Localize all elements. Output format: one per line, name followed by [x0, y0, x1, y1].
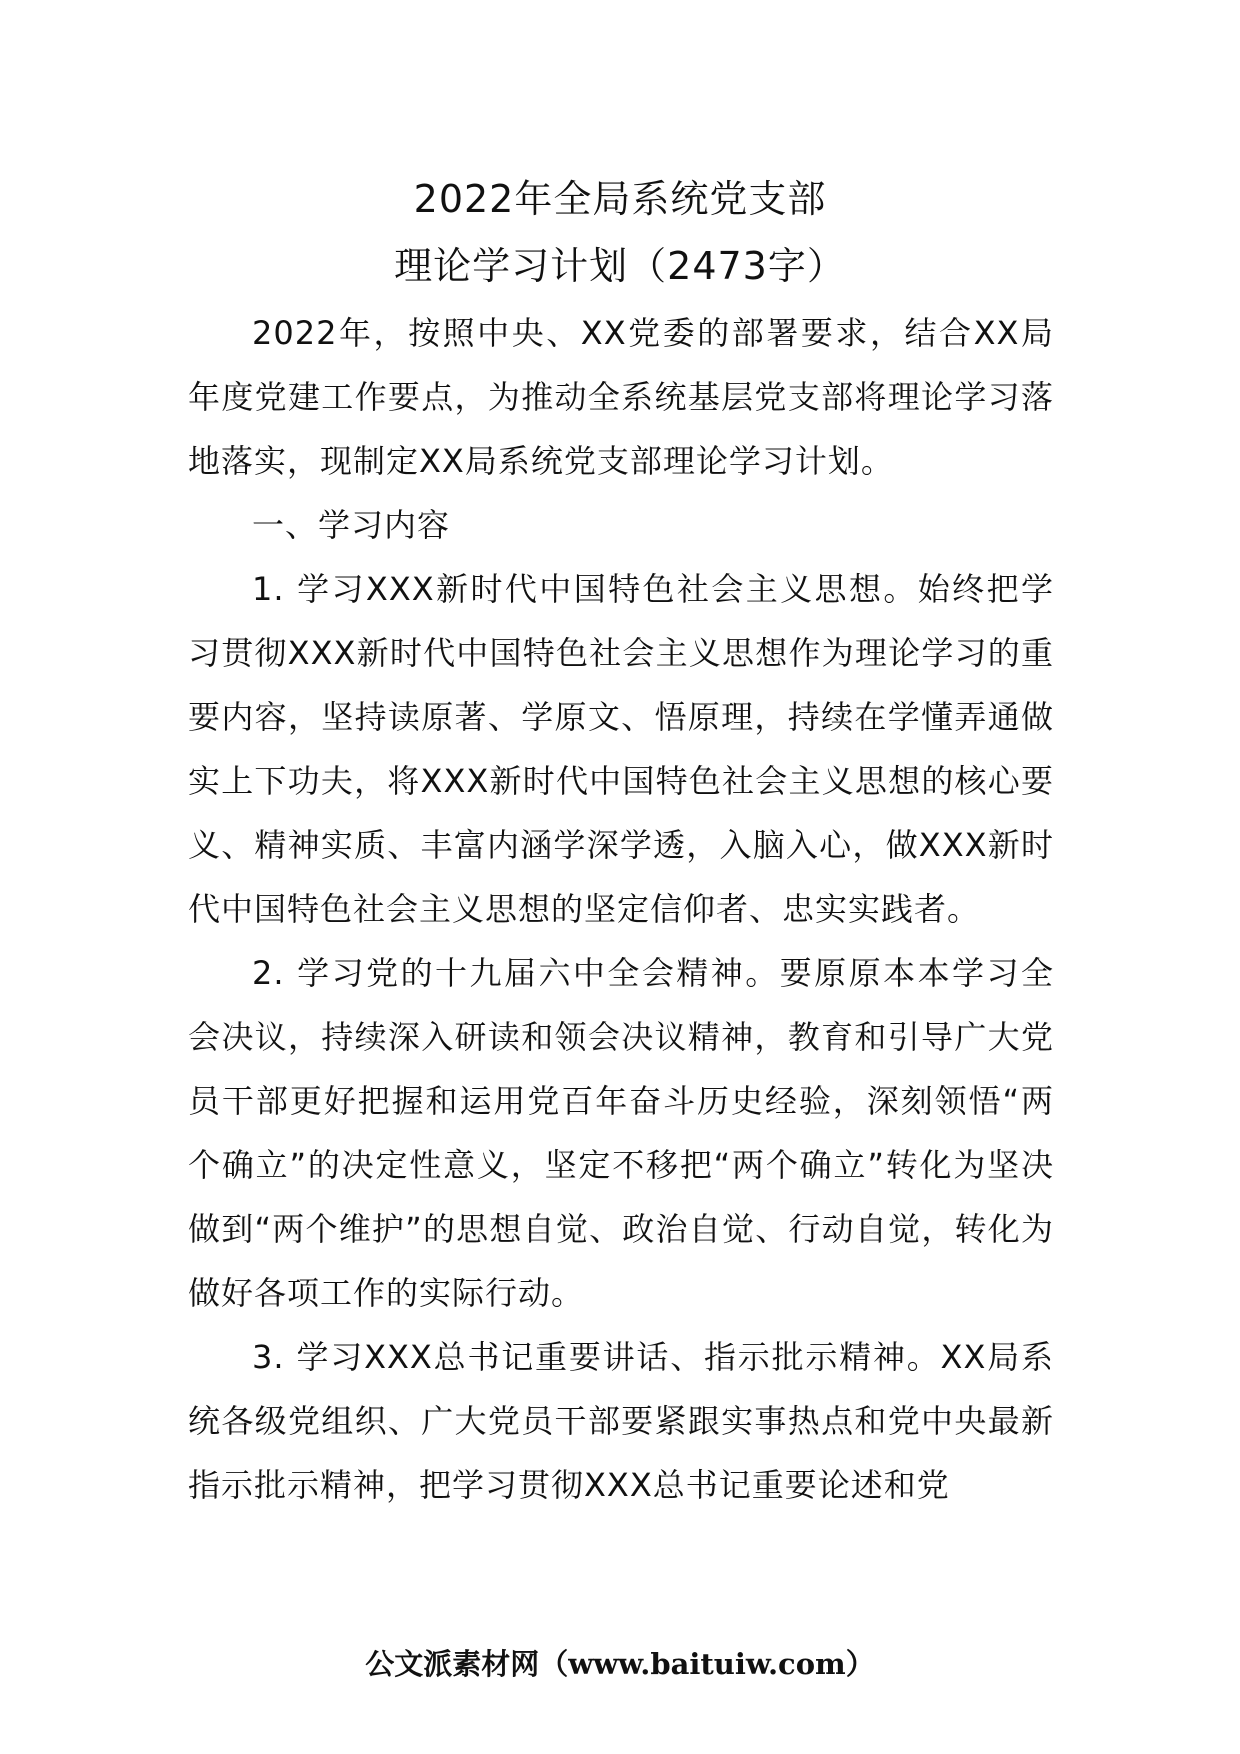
intro-paragraph: 2022年，按照中央、XX党委的部署要求，结合XX局年度党建工作要点，为推动全系统基层党支部将理论学习落地落实，现制定XX局系统党支部理论学习计划。: [188, 314, 1054, 480]
item-paragraph-1: 1. 学习XXX新时代中国特色社会主义思想。始终把学习贯彻XXX新时代中国特色社会主义思想作为理论学习的重要内容，坚持读原著、学原文、悟原理，持续在学懂弄通做实上下功夫，将XXX新时代中国特色社会主义思想的核心要义、精神实质、丰富内涵学深学透，入脑入心，做XXX新时代中国特色社会主义思想的坚定信仰者、忠实实践者。: [188, 570, 1054, 928]
item-paragraph-2: 2. 学习党的十九届六中全会精神。要原原本本学习全会决议，持续深入研读和领会决议精神，教育和引导广大党员干部更好把握和运用党百年奋斗历史经验，深刻领悟“两个确立”的决定性意义，坚定不移把“两个确立”转化为坚决做到“两个维护”的思想自觉、政治自觉、行动自觉，转化为做好各项工作的实际行动。: [188, 954, 1054, 1312]
document-title-line-1: 2022年全局系统党支部: [413, 177, 827, 221]
document-body: [188, 301, 1054, 1517]
item-paragraph-3: 3. 学习XXX总书记重要讲话、指示批示精神。XX局系统各级党组织、广大党员干部要紧跟实事热点和党中央最新指示批示精神，把学习贯彻XXX总书记重要论述和党: [188, 1338, 1054, 1504]
footer-watermark: 公文派素材网（www.baituiw.com）: [365, 1647, 875, 1681]
section-heading: 一、学习内容: [252, 506, 451, 544]
document-title-line-2: 理论学习计划（2473字）: [394, 244, 846, 288]
